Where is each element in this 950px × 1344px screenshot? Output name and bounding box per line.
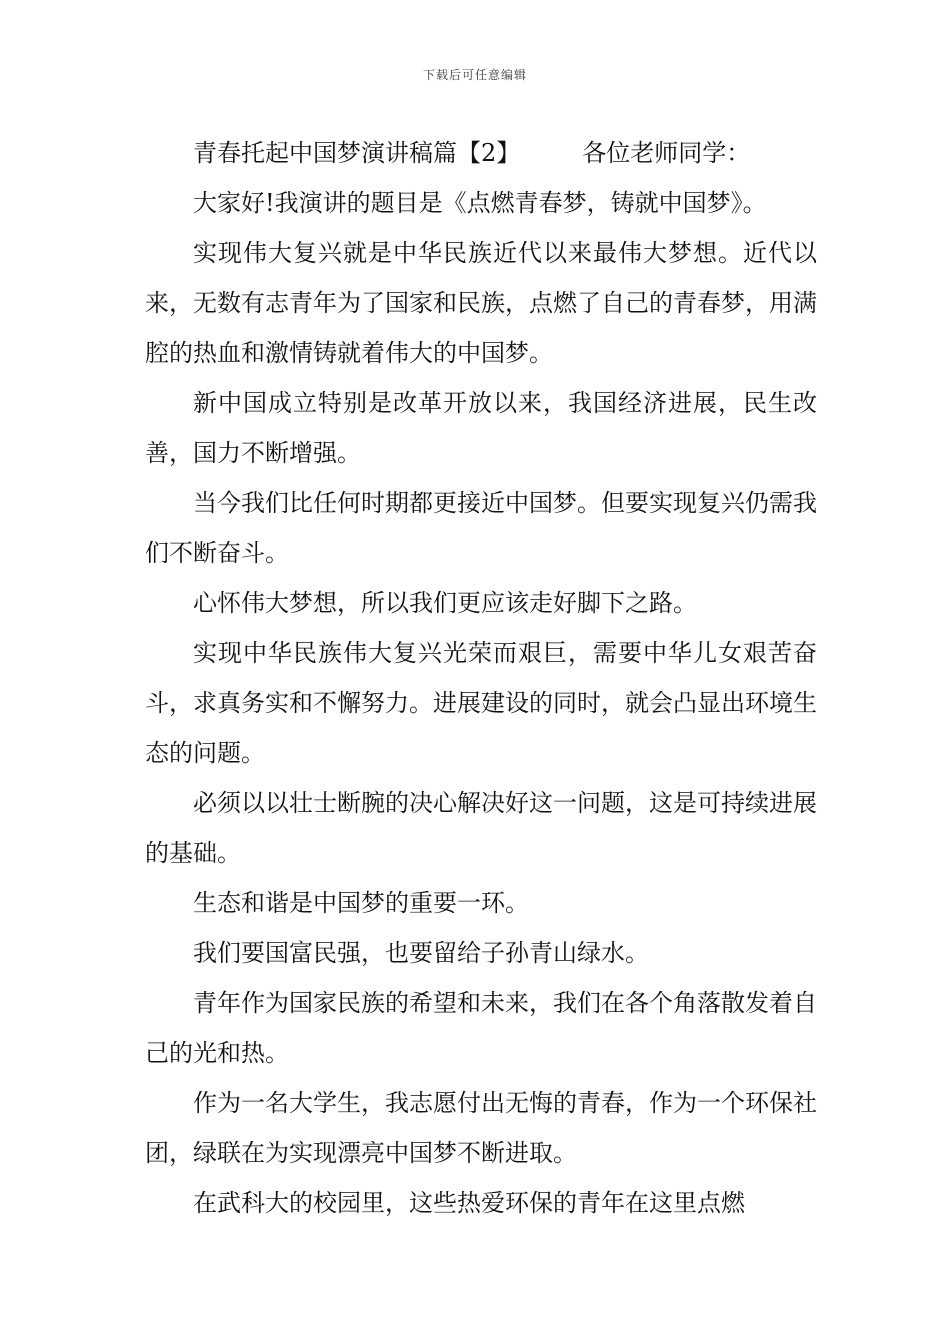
paragraph: 心怀伟大梦想，所以我们更应该走好脚下之路。 (193, 589, 697, 617)
paragraph: 青年作为国家民族的希望和未来，我们在各个角落散发着自己的光和热。 (145, 989, 817, 1067)
paragraph: 当今我们比任何时期都更接近中国梦。但要实现复兴仍需我们不断奋斗。 (145, 489, 817, 567)
paragraph: 在武科大的校园里，这些热爱环保的青年在这里点燃 (193, 1189, 745, 1217)
paragraph: 实现伟大复兴就是中华民族近代以来最伟大梦想。近代以来，无数有志青年为了国家和民族，点燃了自己的青春梦，用满腔的热血和激情铸就着伟大的中国梦。 (145, 239, 817, 367)
paragraph: 大家好!我演讲的题目是《点燃青春梦，铸就中国梦》。 (193, 189, 767, 217)
document-title: 青春托起中国梦演讲稿篇【2】 (193, 139, 521, 167)
document-body (145, 128, 817, 1228)
salutation: 各位老师同学： (582, 139, 751, 167)
paragraph: 生态和谐是中国梦的重要一环。 (193, 889, 529, 917)
paragraph: 新中国成立特别是改革开放以来，我国经济进展，民生改善，国力不断增强。 (145, 389, 817, 467)
paragraph: 必须以以壮士断腕的决心解决好这一问题，这是可持续进展的基础。 (145, 789, 817, 867)
title-line (145, 128, 817, 178)
paragraph: 实现中华民族伟大复兴光荣而艰巨，需要中华儿女艰苦奋斗，求真务实和不懈努力。进展建设的同时，就会凸显出环境生态的问题。 (145, 639, 817, 767)
header-note: 下载后可任意编辑 (422, 68, 527, 82)
paragraph: 我们要国富民强，也要留给子孙青山绿水。 (193, 939, 649, 967)
paragraph: 作为一名大学生，我志愿付出无悔的青春，作为一个环保社团，绿联在为实现漂亮中国梦不断进取。 (145, 1089, 817, 1167)
